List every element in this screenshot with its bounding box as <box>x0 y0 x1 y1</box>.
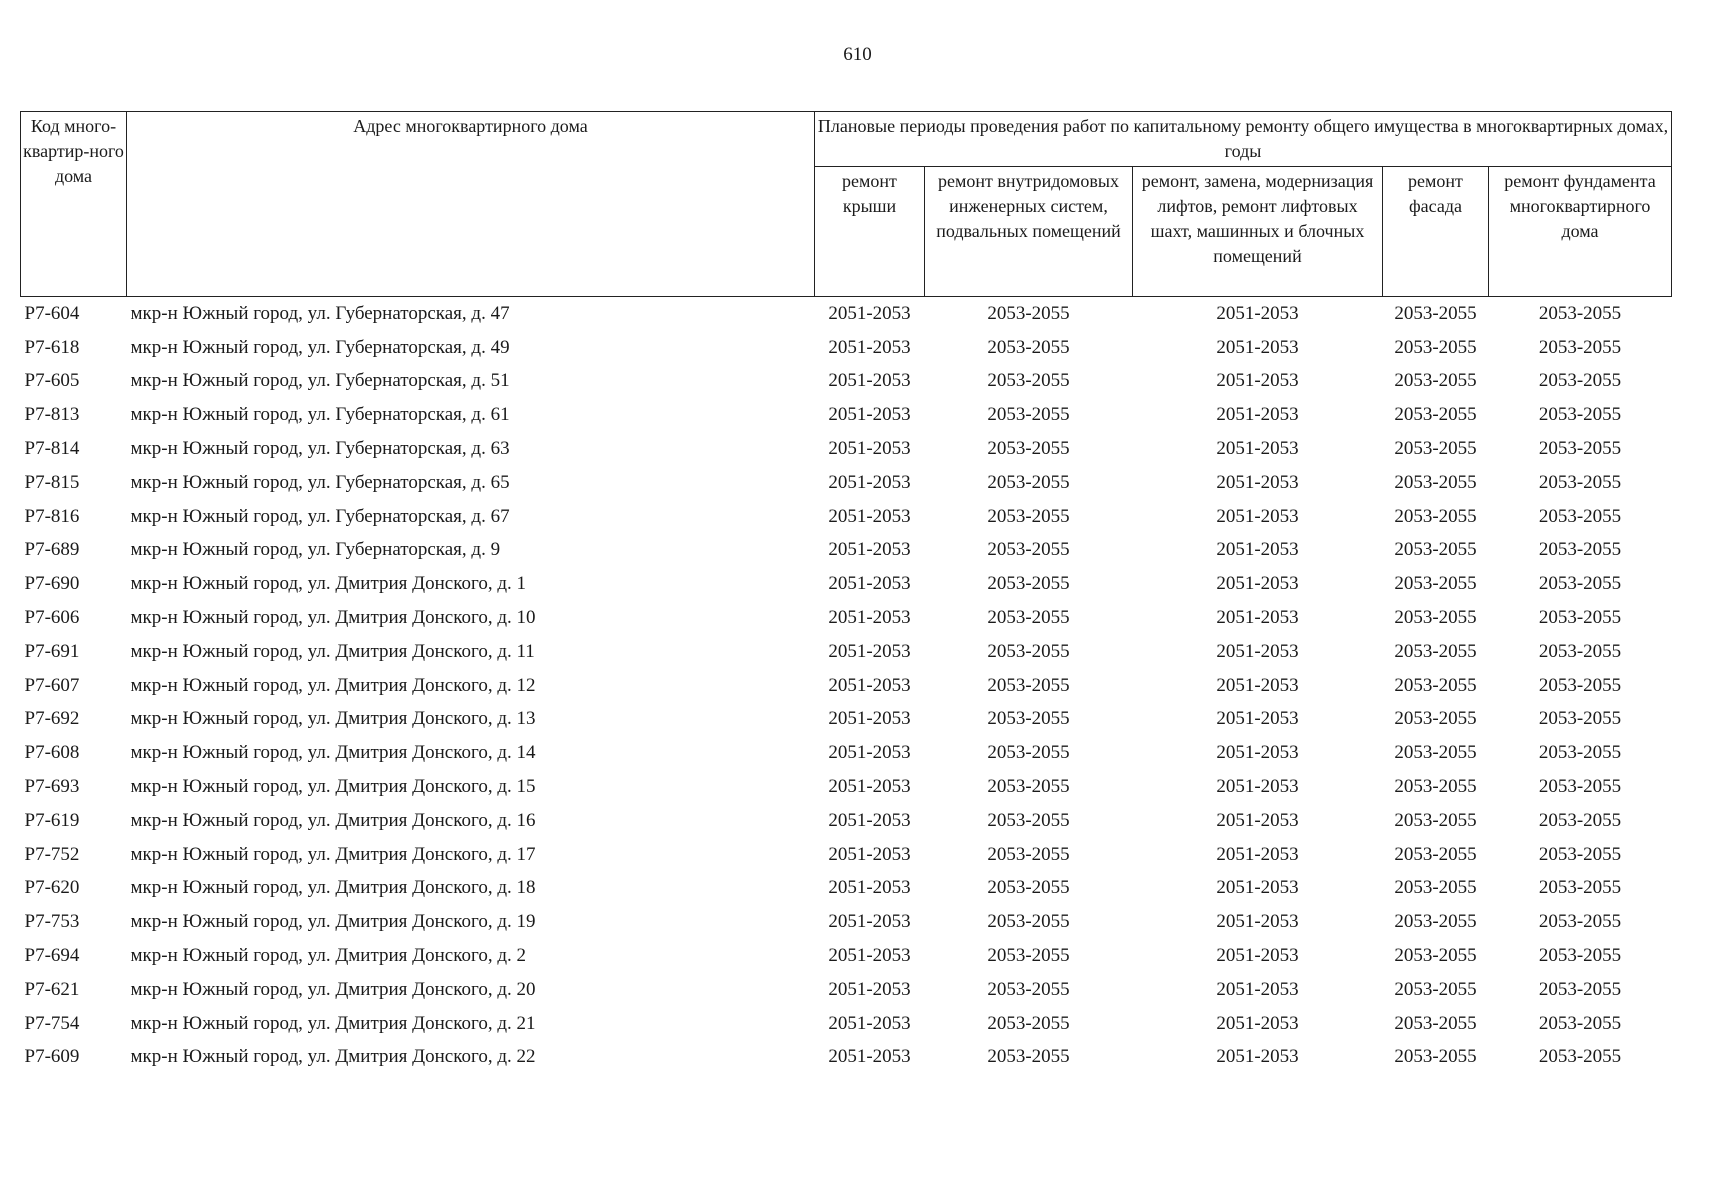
cell-lifts: 2051-2053 <box>1216 539 1299 561</box>
cell-lifts: 2051-2053 <box>1216 1012 1299 1034</box>
cell-foundation: 2053-2055 <box>1538 505 1622 527</box>
cell-engineering: 2053-2055 <box>987 370 1070 392</box>
cell-address: мкр-н Южный город, ул. Дмитрия Донского, д. 14 <box>130 742 536 764</box>
cell-foundation: 2053-2055 <box>1538 539 1622 561</box>
cell-roof: 2051-2053 <box>828 370 911 392</box>
table-row <box>21 1041 1672 1075</box>
table-row <box>21 939 1672 973</box>
cell-roof: 2051-2053 <box>828 877 911 899</box>
cell-address: мкр-н Южный город, ул. Дмитрия Донского, д. 22 <box>130 1046 536 1068</box>
header-lifts: ремонт, замена, модернизация лифтов, ремонт лифтовых шахт, машинных и блочных помещений <box>1133 167 1383 297</box>
cell-code: Р7-691 <box>24 640 80 662</box>
cell-address: мкр-н Южный город, ул. Губернаторская, д. 49 <box>130 336 510 358</box>
cell-engineering: 2053-2055 <box>987 573 1070 595</box>
cell-engineering: 2053-2055 <box>987 505 1070 527</box>
cell-foundation: 2053-2055 <box>1538 742 1622 764</box>
cell-lifts: 2051-2053 <box>1216 607 1299 629</box>
header-code: Код много-квартир-ного дома <box>21 112 127 297</box>
cell-code: Р7-753 <box>24 911 80 933</box>
table-row <box>21 838 1672 872</box>
cell-code: Р7-694 <box>24 945 80 967</box>
table-header <box>21 112 1672 297</box>
cell-lifts: 2051-2053 <box>1216 404 1299 426</box>
cell-facade: 2053-2055 <box>1394 978 1477 1000</box>
header-foundation: ремонт фундамента многоквартирного дома <box>1489 167 1672 297</box>
cell-facade: 2053-2055 <box>1394 945 1477 967</box>
cell-foundation: 2053-2055 <box>1538 640 1622 662</box>
cell-code: Р7-621 <box>24 978 80 1000</box>
table-row <box>21 500 1672 534</box>
table-row <box>21 297 1672 331</box>
cell-roof: 2051-2053 <box>828 945 911 967</box>
cell-engineering: 2053-2055 <box>987 776 1070 798</box>
cell-address: мкр-н Южный город, ул. Дмитрия Донского, д. 18 <box>130 877 536 899</box>
cell-facade: 2053-2055 <box>1394 302 1477 324</box>
cell-code: Р7-692 <box>24 708 80 730</box>
cell-address: мкр-н Южный город, ул. Дмитрия Донского, д. 13 <box>130 708 536 730</box>
cell-roof: 2051-2053 <box>828 809 911 831</box>
cell-foundation: 2053-2055 <box>1538 573 1622 595</box>
table-row <box>21 736 1672 770</box>
cell-engineering: 2053-2055 <box>987 877 1070 899</box>
table-row <box>21 331 1672 365</box>
cell-facade: 2053-2055 <box>1394 809 1477 831</box>
cell-engineering: 2053-2055 <box>987 708 1070 730</box>
cell-address: мкр-н Южный город, ул. Дмитрия Донского, д. 12 <box>130 674 536 696</box>
cell-facade: 2053-2055 <box>1394 776 1477 798</box>
cell-foundation: 2053-2055 <box>1538 302 1622 324</box>
cell-engineering: 2053-2055 <box>987 945 1070 967</box>
table-row <box>21 872 1672 906</box>
cell-address: мкр-н Южный город, ул. Дмитрия Донского, д. 21 <box>130 1012 536 1034</box>
cell-foundation: 2053-2055 <box>1538 843 1622 865</box>
cell-engineering: 2053-2055 <box>987 640 1070 662</box>
cell-roof: 2051-2053 <box>828 843 911 865</box>
cell-code: Р7-752 <box>24 843 80 865</box>
cell-address: мкр-н Южный город, ул. Дмитрия Донского, д. 1 <box>130 573 526 595</box>
cell-address: мкр-н Южный город, ул. Губернаторская, д. 47 <box>130 302 510 324</box>
cell-code: Р7-690 <box>24 573 80 595</box>
cell-engineering: 2053-2055 <box>987 607 1070 629</box>
cell-lifts: 2051-2053 <box>1216 640 1299 662</box>
cell-facade: 2053-2055 <box>1394 708 1477 730</box>
cell-foundation: 2053-2055 <box>1538 336 1622 358</box>
cell-code: Р7-620 <box>24 877 80 899</box>
table-row <box>21 1007 1672 1041</box>
cell-address: мкр-н Южный город, ул. Губернаторская, д. 9 <box>130 539 501 561</box>
cell-facade: 2053-2055 <box>1394 877 1477 899</box>
cell-engineering: 2053-2055 <box>987 336 1070 358</box>
cell-code: Р7-618 <box>24 336 80 358</box>
cell-lifts: 2051-2053 <box>1216 1046 1299 1068</box>
cell-lifts: 2051-2053 <box>1216 471 1299 493</box>
cell-lifts: 2051-2053 <box>1216 674 1299 696</box>
cell-facade: 2053-2055 <box>1394 539 1477 561</box>
cell-facade: 2053-2055 <box>1394 742 1477 764</box>
cell-lifts: 2051-2053 <box>1216 809 1299 831</box>
cell-foundation: 2053-2055 <box>1538 1012 1622 1034</box>
cell-foundation: 2053-2055 <box>1538 1046 1622 1068</box>
cell-code: Р7-814 <box>24 438 80 460</box>
cell-address: мкр-н Южный город, ул. Дмитрия Донского, д. 10 <box>130 607 536 629</box>
cell-lifts: 2051-2053 <box>1216 843 1299 865</box>
cell-engineering: 2053-2055 <box>987 1012 1070 1034</box>
cell-lifts: 2051-2053 <box>1216 945 1299 967</box>
table-row <box>21 770 1672 804</box>
cell-code: Р7-689 <box>24 539 80 561</box>
cell-facade: 2053-2055 <box>1394 843 1477 865</box>
cell-facade: 2053-2055 <box>1394 505 1477 527</box>
cell-foundation: 2053-2055 <box>1538 809 1622 831</box>
table-row <box>21 432 1672 466</box>
cell-foundation: 2053-2055 <box>1538 674 1622 696</box>
cell-engineering: 2053-2055 <box>987 1046 1070 1068</box>
cell-roof: 2051-2053 <box>828 708 911 730</box>
cell-address: мкр-н Южный город, ул. Дмитрия Донского, д. 2 <box>130 945 526 967</box>
cell-address: мкр-н Южный город, ул. Губернаторская, д. 67 <box>130 505 510 527</box>
cell-lifts: 2051-2053 <box>1216 336 1299 358</box>
cell-address: мкр-н Южный город, ул. Губернаторская, д. 61 <box>130 404 510 426</box>
cell-roof: 2051-2053 <box>828 471 911 493</box>
cell-facade: 2053-2055 <box>1394 640 1477 662</box>
cell-address: мкр-н Южный город, ул. Дмитрия Донского, д. 20 <box>130 978 536 1000</box>
cell-code: Р7-605 <box>24 370 80 392</box>
cell-code: Р7-754 <box>24 1012 80 1034</box>
cell-lifts: 2051-2053 <box>1216 505 1299 527</box>
table-row <box>21 973 1672 1007</box>
cell-engineering: 2053-2055 <box>987 742 1070 764</box>
table-row <box>21 905 1672 939</box>
cell-facade: 2053-2055 <box>1394 336 1477 358</box>
cell-lifts: 2051-2053 <box>1216 978 1299 1000</box>
cell-roof: 2051-2053 <box>828 336 911 358</box>
cell-roof: 2051-2053 <box>828 911 911 933</box>
header-address: Адрес многоквартирного дома <box>127 112 815 297</box>
cell-code: Р7-619 <box>24 809 80 831</box>
cell-code: Р7-607 <box>24 674 80 696</box>
page-number: 610 <box>843 44 872 65</box>
table-row <box>21 669 1672 703</box>
table-row <box>21 601 1672 635</box>
cell-address: мкр-н Южный город, ул. Губернаторская, д. 63 <box>130 438 510 460</box>
cell-foundation: 2053-2055 <box>1538 978 1622 1000</box>
cell-foundation: 2053-2055 <box>1538 370 1622 392</box>
cell-engineering: 2053-2055 <box>987 438 1070 460</box>
cell-code: Р7-693 <box>24 776 80 798</box>
cell-engineering: 2053-2055 <box>987 471 1070 493</box>
cell-foundation: 2053-2055 <box>1538 877 1622 899</box>
cell-engineering: 2053-2055 <box>987 404 1070 426</box>
cell-address: мкр-н Южный город, ул. Дмитрия Донского, д. 16 <box>130 809 536 831</box>
header-periods-group: Плановые периоды проведения работ по капитальному ремонту общего имущества в многоквартирных домах, годы <box>815 112 1672 167</box>
cell-roof: 2051-2053 <box>828 573 911 595</box>
cell-foundation: 2053-2055 <box>1538 945 1622 967</box>
cell-facade: 2053-2055 <box>1394 370 1477 392</box>
table-row <box>21 534 1672 568</box>
cell-code: Р7-608 <box>24 742 80 764</box>
cell-code: Р7-606 <box>24 607 80 629</box>
cell-roof: 2051-2053 <box>828 776 911 798</box>
header-engineering: ремонт внутридомовых инженерных систем, подвальных помещений <box>925 167 1133 297</box>
cell-foundation: 2053-2055 <box>1538 404 1622 426</box>
cell-engineering: 2053-2055 <box>987 911 1070 933</box>
cell-facade: 2053-2055 <box>1394 471 1477 493</box>
cell-roof: 2051-2053 <box>828 640 911 662</box>
table-row <box>21 804 1672 838</box>
cell-code: Р7-815 <box>24 471 80 493</box>
cell-engineering: 2053-2055 <box>987 843 1070 865</box>
cell-address: мкр-н Южный город, ул. Губернаторская, д. 65 <box>130 471 510 493</box>
cell-roof: 2051-2053 <box>828 1046 911 1068</box>
cell-facade: 2053-2055 <box>1394 607 1477 629</box>
cell-engineering: 2053-2055 <box>987 539 1070 561</box>
cell-address: мкр-н Южный город, ул. Дмитрия Донского, д. 15 <box>130 776 536 798</box>
cell-lifts: 2051-2053 <box>1216 573 1299 595</box>
cell-roof: 2051-2053 <box>828 438 911 460</box>
cell-facade: 2053-2055 <box>1394 1012 1477 1034</box>
cell-foundation: 2053-2055 <box>1538 708 1622 730</box>
cell-foundation: 2053-2055 <box>1538 607 1622 629</box>
cell-facade: 2053-2055 <box>1394 911 1477 933</box>
cell-foundation: 2053-2055 <box>1538 438 1622 460</box>
cell-code: Р7-609 <box>24 1046 80 1068</box>
cell-foundation: 2053-2055 <box>1538 911 1622 933</box>
cell-address: мкр-н Южный город, ул. Дмитрия Донского, д. 17 <box>130 843 536 865</box>
cell-lifts: 2051-2053 <box>1216 877 1299 899</box>
cell-engineering: 2053-2055 <box>987 978 1070 1000</box>
cell-lifts: 2051-2053 <box>1216 776 1299 798</box>
cell-address: мкр-н Южный город, ул. Губернаторская, д. 51 <box>130 370 510 392</box>
repair-schedule-table <box>20 111 1672 1074</box>
cell-address: мкр-н Южный город, ул. Дмитрия Донского, д. 11 <box>130 640 535 662</box>
cell-roof: 2051-2053 <box>828 978 911 1000</box>
cell-lifts: 2051-2053 <box>1216 742 1299 764</box>
cell-code: Р7-813 <box>24 404 80 426</box>
cell-roof: 2051-2053 <box>828 404 911 426</box>
cell-roof: 2051-2053 <box>828 1012 911 1034</box>
cell-lifts: 2051-2053 <box>1216 708 1299 730</box>
cell-lifts: 2051-2053 <box>1216 911 1299 933</box>
cell-code: Р7-816 <box>24 505 80 527</box>
table-body <box>21 297 1672 1075</box>
cell-roof: 2051-2053 <box>828 302 911 324</box>
cell-lifts: 2051-2053 <box>1216 370 1299 392</box>
cell-roof: 2051-2053 <box>828 674 911 696</box>
cell-engineering: 2053-2055 <box>987 302 1070 324</box>
cell-roof: 2051-2053 <box>828 742 911 764</box>
cell-roof: 2051-2053 <box>828 505 911 527</box>
cell-foundation: 2053-2055 <box>1538 471 1622 493</box>
table-row <box>21 398 1672 432</box>
cell-facade: 2053-2055 <box>1394 1046 1477 1068</box>
cell-engineering: 2053-2055 <box>987 674 1070 696</box>
cell-facade: 2053-2055 <box>1394 573 1477 595</box>
table-row <box>21 567 1672 601</box>
cell-facade: 2053-2055 <box>1394 674 1477 696</box>
header-roof: ремонт крыши <box>815 167 925 297</box>
cell-roof: 2051-2053 <box>828 539 911 561</box>
cell-roof: 2051-2053 <box>828 607 911 629</box>
header-facade: ремонт фасада <box>1383 167 1489 297</box>
cell-foundation: 2053-2055 <box>1538 776 1622 798</box>
table-row <box>21 466 1672 500</box>
cell-facade: 2053-2055 <box>1394 438 1477 460</box>
cell-lifts: 2051-2053 <box>1216 438 1299 460</box>
cell-address: мкр-н Южный город, ул. Дмитрия Донского, д. 19 <box>130 911 536 933</box>
cell-engineering: 2053-2055 <box>987 809 1070 831</box>
cell-lifts: 2051-2053 <box>1216 302 1299 324</box>
table-row <box>21 635 1672 669</box>
table-row <box>21 365 1672 399</box>
cell-facade: 2053-2055 <box>1394 404 1477 426</box>
cell-code: Р7-604 <box>24 302 80 324</box>
table-row <box>21 703 1672 737</box>
